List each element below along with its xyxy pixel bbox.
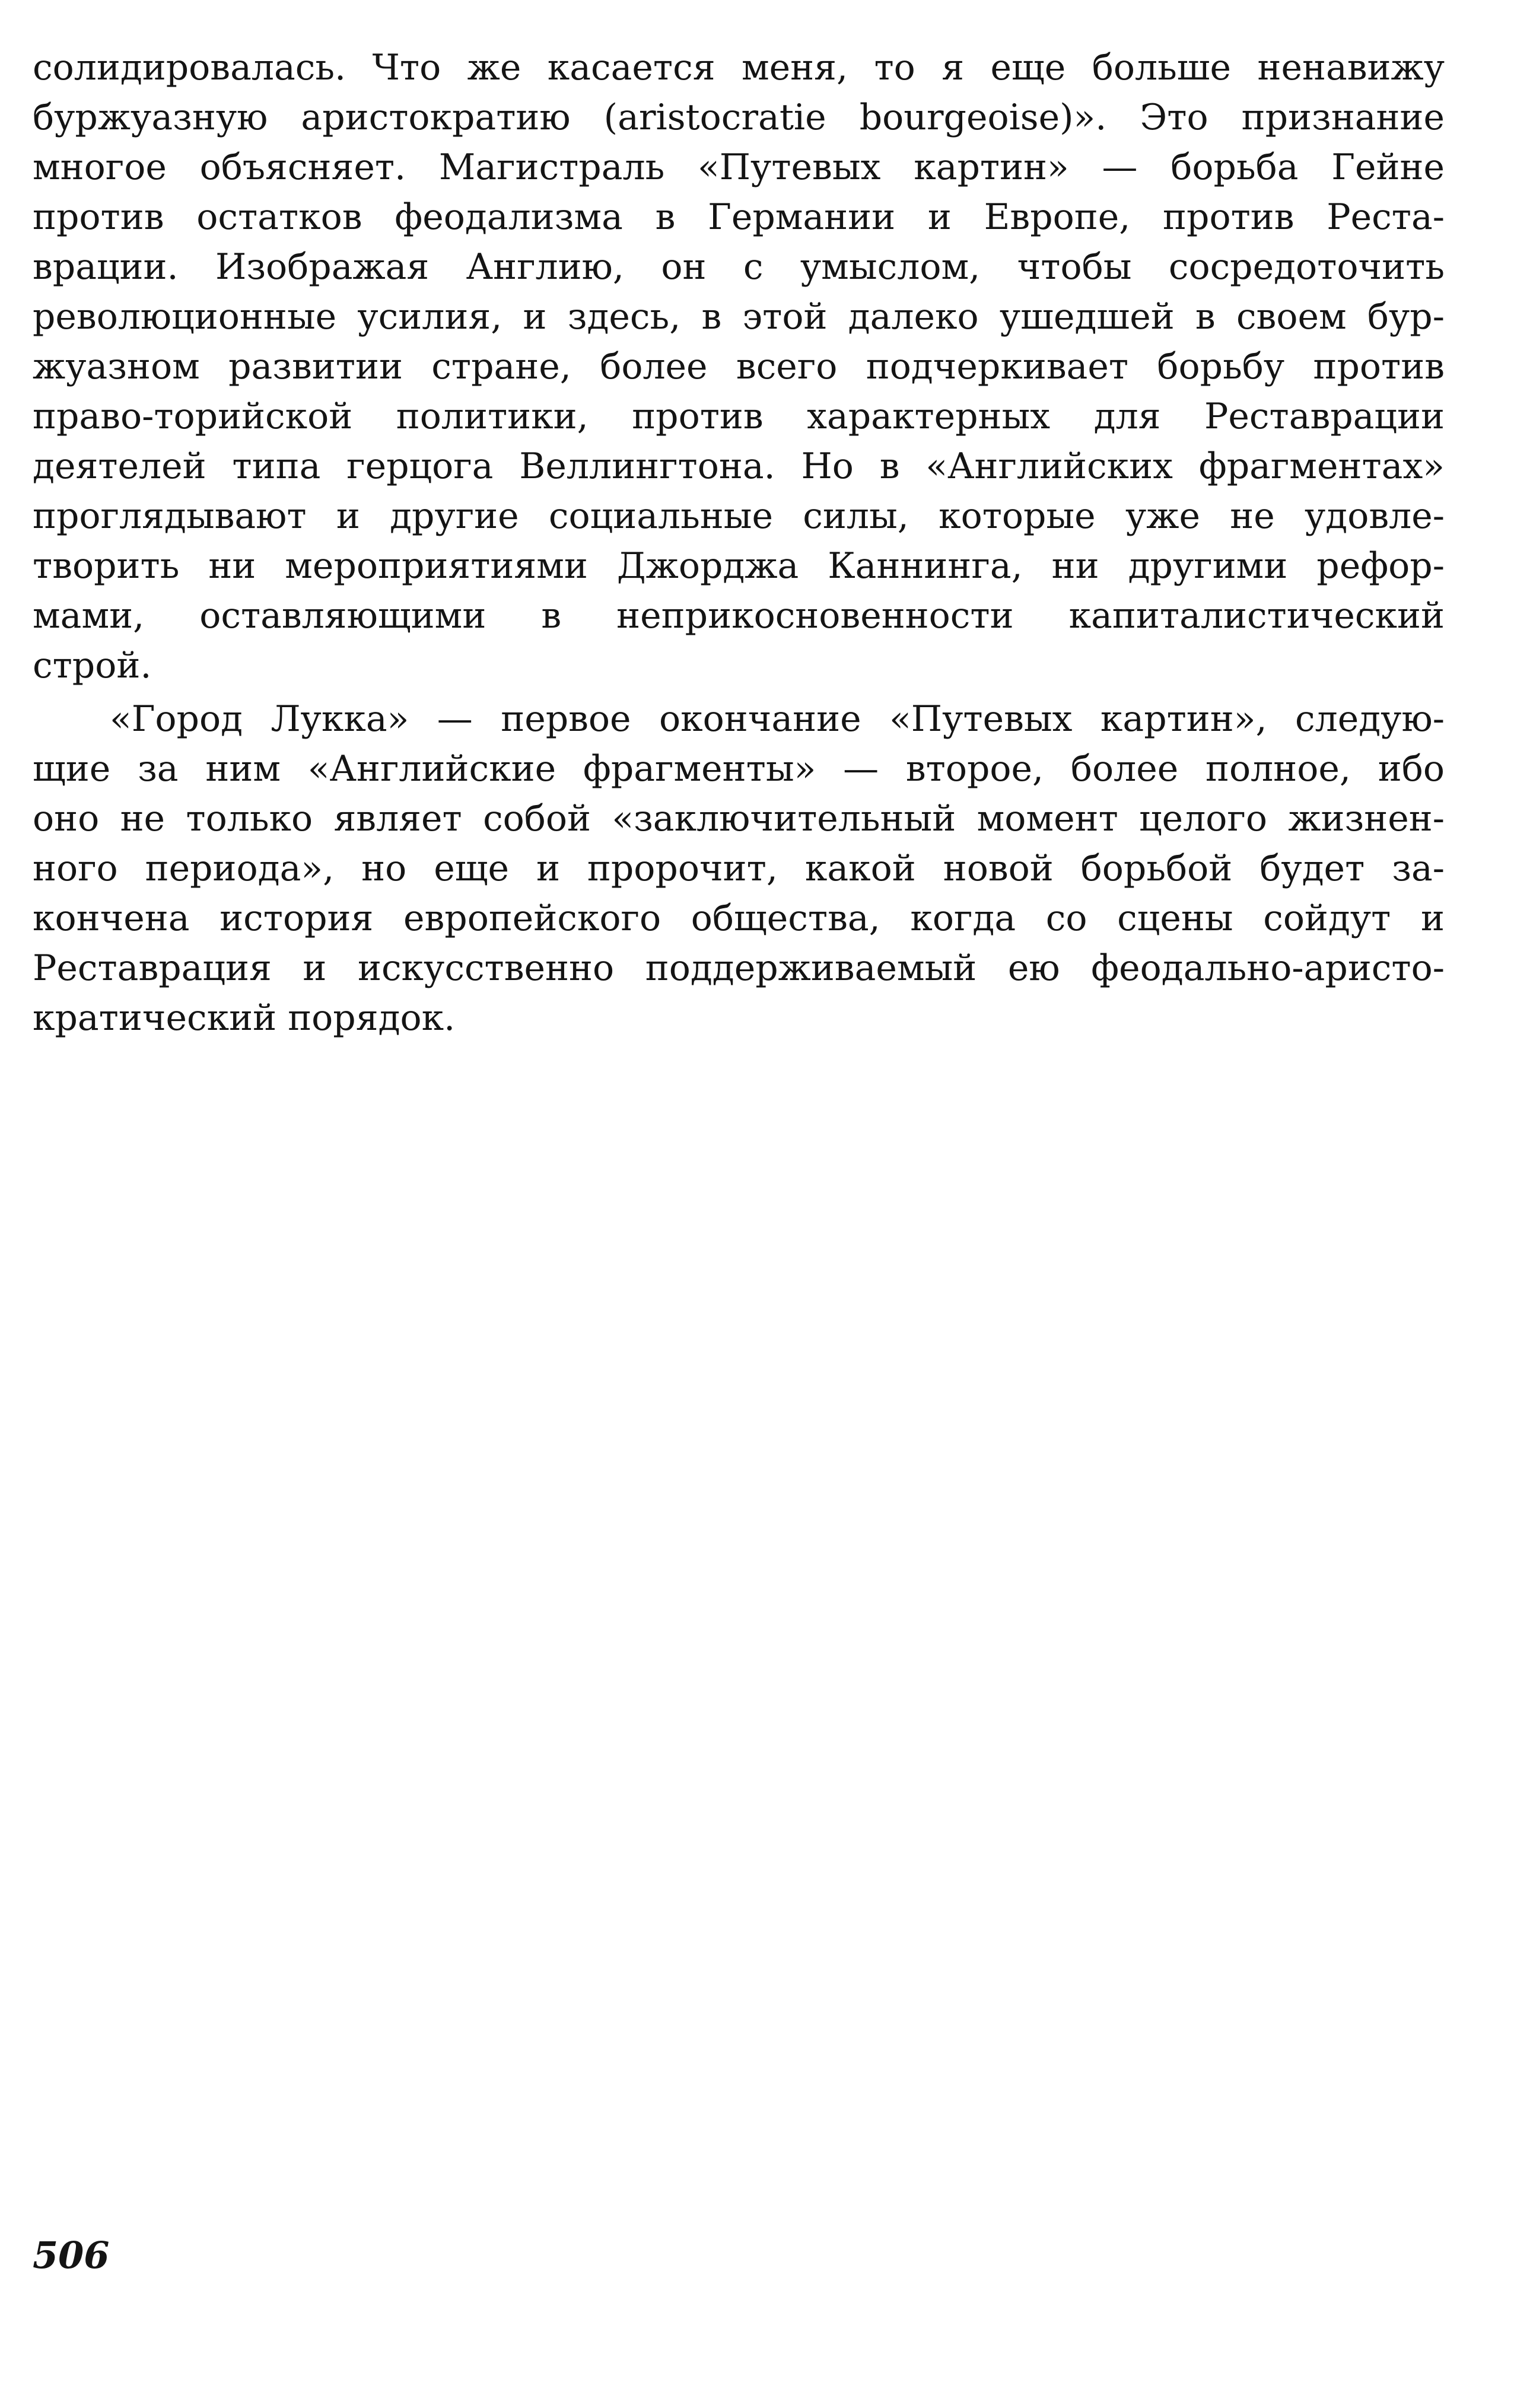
text-line: врации. Изображая Англию, он с умыслом, чтобы сосредоточить — [33, 246, 1445, 288]
body-text — [33, 43, 1445, 1043]
text-line: «Город Лукка» — первое окончание «Путевых картин», следую- — [110, 698, 1445, 740]
text-line: жуазном развитии стране, более всего подчеркивает борьбу против — [33, 346, 1445, 387]
text-line: революционные усилия, и здесь, в этой далеко ушедшей в своем бур- — [33, 296, 1445, 338]
text-line: солидировалась. Что же касается меня, то я еще больше ненавижу — [33, 47, 1445, 88]
text-line: кратический порядок. — [33, 997, 456, 1039]
text-line: строй. — [33, 645, 152, 686]
text-line: буржуазную аристократию (aristocratie bourgeoise)». Это признание — [33, 97, 1445, 138]
text-line: творить ни мероприятиями Джорджа Каннинга, ни другими рефор- — [33, 545, 1445, 587]
text-line: право-торийской политики, против характерных для Реставрации — [33, 396, 1445, 437]
page-number: 506 — [33, 2234, 110, 2277]
paragraph-2 — [33, 694, 1445, 1043]
text-line: ного периода», но еще и пророчит, какой новой борьбой будет за- — [33, 848, 1445, 889]
text-line: Реставрация и искусственно поддерживаемый ею феодально-аристо- — [33, 947, 1445, 989]
text-line: щие за ним «Английские фрагменты» — второе, более полное, ибо — [33, 748, 1445, 790]
text-line: кончена история европейского общества, когда со сцены сойдут и — [33, 898, 1445, 939]
paragraph-1 — [33, 43, 1445, 691]
text-line: оно не только являет собой «заключительный момент целого жизнен- — [33, 798, 1445, 839]
text-line: против остатков феодализма в Германии и Европе, против Реста- — [33, 196, 1445, 238]
text-line: мами, оставляющими в неприкосновенности капиталистический — [33, 595, 1445, 637]
text-line: проглядывают и другие социальные силы, которые уже не удовле- — [33, 495, 1445, 537]
text-line: деятелей типа герцога Веллингтона. Но в «Английских фрагментах» — [33, 446, 1445, 487]
text-line: многое объясняет. Магистраль «Путевых картин» — борьба Гейне — [33, 147, 1445, 188]
